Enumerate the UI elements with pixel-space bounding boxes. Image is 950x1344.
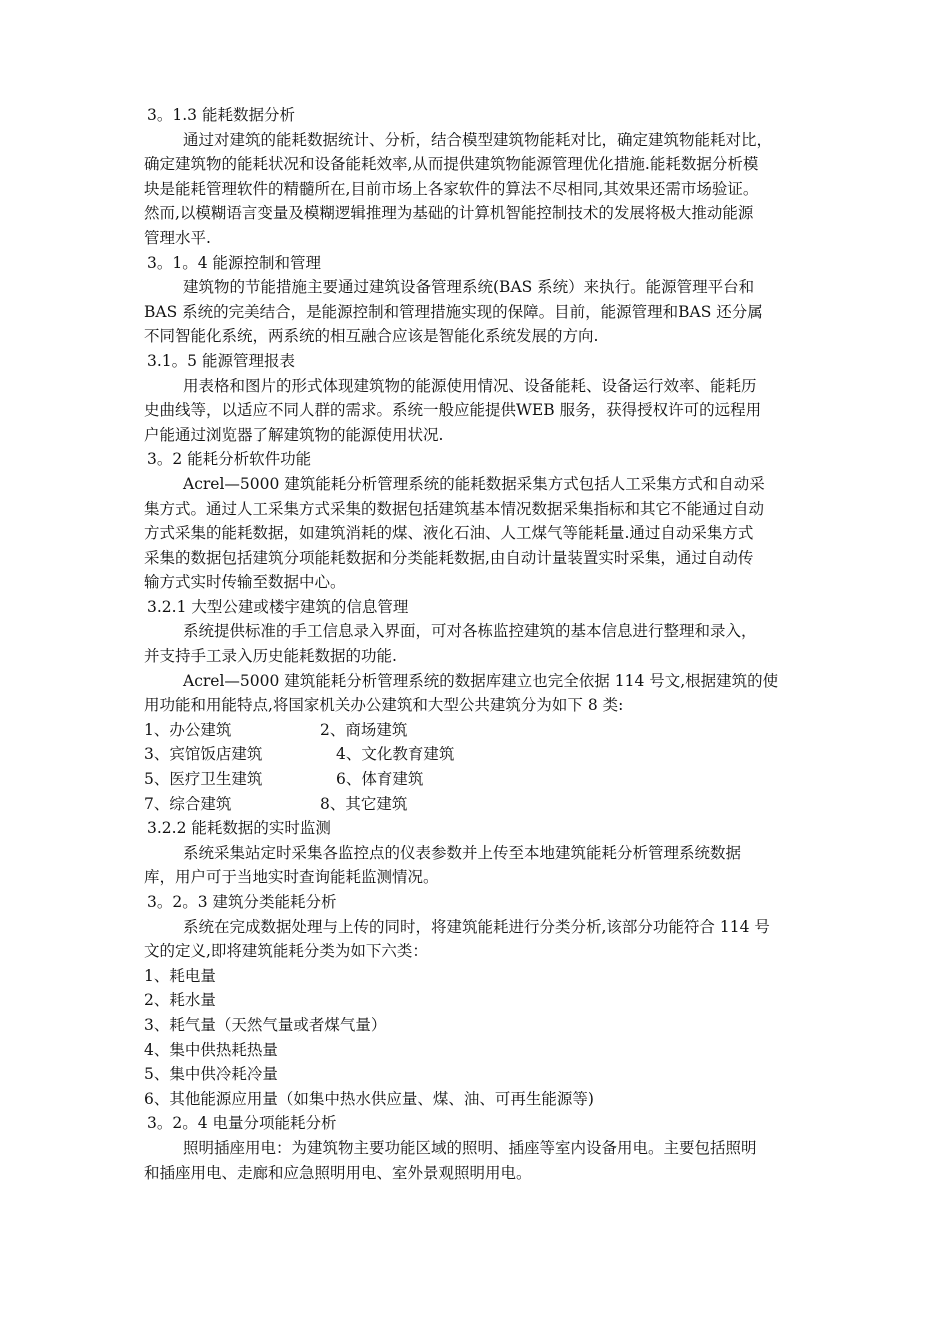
heading-3-1-3: 3。1.3 能耗数据分析 xyxy=(147,106,295,124)
paragraph-line: 集方式。通过人工采集方式采集的数据包括建筑基本情况数据采集指标和其它不能通过自动 xyxy=(144,499,765,518)
heading-3-2-1: 3.2.1 大型公建或楼宇建筑的信息管理 xyxy=(147,597,409,616)
category-row xyxy=(144,718,816,743)
category-item: 8、其它建筑 xyxy=(320,794,408,813)
category-item: 2、商场建筑 xyxy=(320,720,408,739)
paragraph-line: 输方式实时传输至数据中心。 xyxy=(144,573,346,592)
paragraph-line: 库，用户可于当地实时查询能耗监测情况。 xyxy=(144,868,439,887)
paragraph-line: 用功能和用能特点,将国家机关办公建筑和大型公共建筑分为如下 8 类: xyxy=(144,696,624,715)
category-item: 3、宾馆饭店建筑 xyxy=(144,745,263,764)
category-item: 6、体育建筑 xyxy=(336,770,424,789)
paragraph-line: 建筑物的节能措施主要通过建筑设备管理系统(BAS 系统）来执行。能源管理平台和 xyxy=(183,278,755,297)
paragraph-line: Acrel—5000 建筑能耗分析管理系统的能耗数据采集方式包括人工采集方式和自动采 xyxy=(183,474,765,493)
heading-3-2-2: 3.2.2 能耗数据的实时监测 xyxy=(147,819,331,838)
list-item: 4、集中供热耗热量 xyxy=(144,1040,278,1059)
paragraph-line: 并支持手工录入历史能耗数据的功能. xyxy=(144,647,397,666)
paragraph-line: 然而,以模糊语言变量及模糊逻辑推理为基础的计算机智能控制技术的发展将极大推动能源 xyxy=(144,204,754,223)
list-item: 6、其他能源应用量（如集中热水供应量、煤、油、可再生能源等) xyxy=(144,1089,594,1108)
category-item: 1、办公建筑 xyxy=(144,720,232,739)
paragraph-line: 确定建筑物的能耗状况和设备能耗效率,从而提供建筑物能源管理优化措施.能耗数据分析模 xyxy=(144,155,759,174)
category-row xyxy=(144,742,816,767)
list-item: 5、集中供冷耗冷量 xyxy=(144,1065,278,1084)
paragraph-line: 通过对建筑的能耗数据统计、分析，结合模型建筑物能耗对比，确定建筑物能耗对比， xyxy=(183,130,773,149)
paragraph-line: 系统采集站定时采集各监控点的仪表参数并上传至本地建筑能耗分析管理系统数据 xyxy=(183,843,742,862)
paragraph-line: 和插座用电、走廊和应急照明用电、室外景观照明用电。 xyxy=(144,1163,532,1182)
heading-3-2-4: 3。2。4 电量分项能耗分析 xyxy=(147,1114,337,1133)
paragraph-line: 管理水平. xyxy=(144,228,211,247)
paragraph-line: 不同智能化系统，两系统的相互融合应该是智能化系统发展的方向. xyxy=(144,327,599,346)
paragraph-line: 系统提供标准的手工信息录入界面，可对各栋监控建筑的基本信息进行整理和录入， xyxy=(183,622,757,641)
paragraph-line: 照明插座用电：为建筑物主要功能区域的照明、插座等室内设备用电。主要包括照明 xyxy=(183,1138,757,1157)
category-item: 7、综合建筑 xyxy=(144,794,232,813)
paragraph-line: 户能通过浏览器了解建筑物的能源使用状况. xyxy=(144,425,444,444)
list-item: 2、耗水量 xyxy=(144,991,216,1010)
category-row xyxy=(144,792,816,817)
category-row xyxy=(144,767,816,792)
paragraph-line: 用表格和图片的形式体现建筑物的能源使用情况、设备能耗、设备运行效率、能耗历 xyxy=(183,376,757,395)
heading-3-1-5: 3.1。5 能源管理报表 xyxy=(147,351,295,370)
paragraph-line: 史曲线等，以适应不同人群的需求。系统一般应能提供WEB 服务，获得授权许可的远程用 xyxy=(144,401,762,420)
document-page xyxy=(144,103,816,1185)
heading-3-1-4: 3。1。4 能源控制和管理 xyxy=(147,253,322,272)
category-item: 4、文化教育建筑 xyxy=(336,745,455,764)
paragraph-line: BAS 系统的完美结合，是能源控制和管理措施实现的保障。目前，能源管理和BAS 还分属 xyxy=(144,302,763,321)
category-item: 5、医疗卫生建筑 xyxy=(144,770,263,789)
paragraph-line: 方式采集的能耗数据，如建筑消耗的煤、液化石油、人工煤气等能耗量.通过自动采集方式 xyxy=(144,524,754,543)
list-item: 1、耗电量 xyxy=(144,966,216,985)
paragraph-line: 采集的数据包括建筑分项能耗数据和分类能耗数据,由自动计量装置实时采集，通过自动传 xyxy=(144,548,754,567)
heading-3-2-3: 3。2。3 建筑分类能耗分析 xyxy=(147,893,337,911)
paragraph-line: 块是能耗管理软件的精髓所在,目前市场上各家软件的算法不尽相同,其效果还需市场验证。 xyxy=(144,179,759,198)
paragraph-line: 文的定义,即将建筑能耗分类为如下六类： xyxy=(144,942,428,961)
list-item: 3、耗气量（天然气量或者煤气量） xyxy=(144,1015,387,1034)
paragraph-line: 系统在完成数据处理与上传的同时，将建筑能耗进行分类分析,该部分功能符合 114 号 xyxy=(183,917,770,936)
paragraph-line: Acrel—5000 建筑能耗分析管理系统的数据库建立也完全依据 114 号文,根据建筑的使 xyxy=(183,671,779,690)
heading-3-2: 3。2 能耗分析软件功能 xyxy=(147,450,312,469)
